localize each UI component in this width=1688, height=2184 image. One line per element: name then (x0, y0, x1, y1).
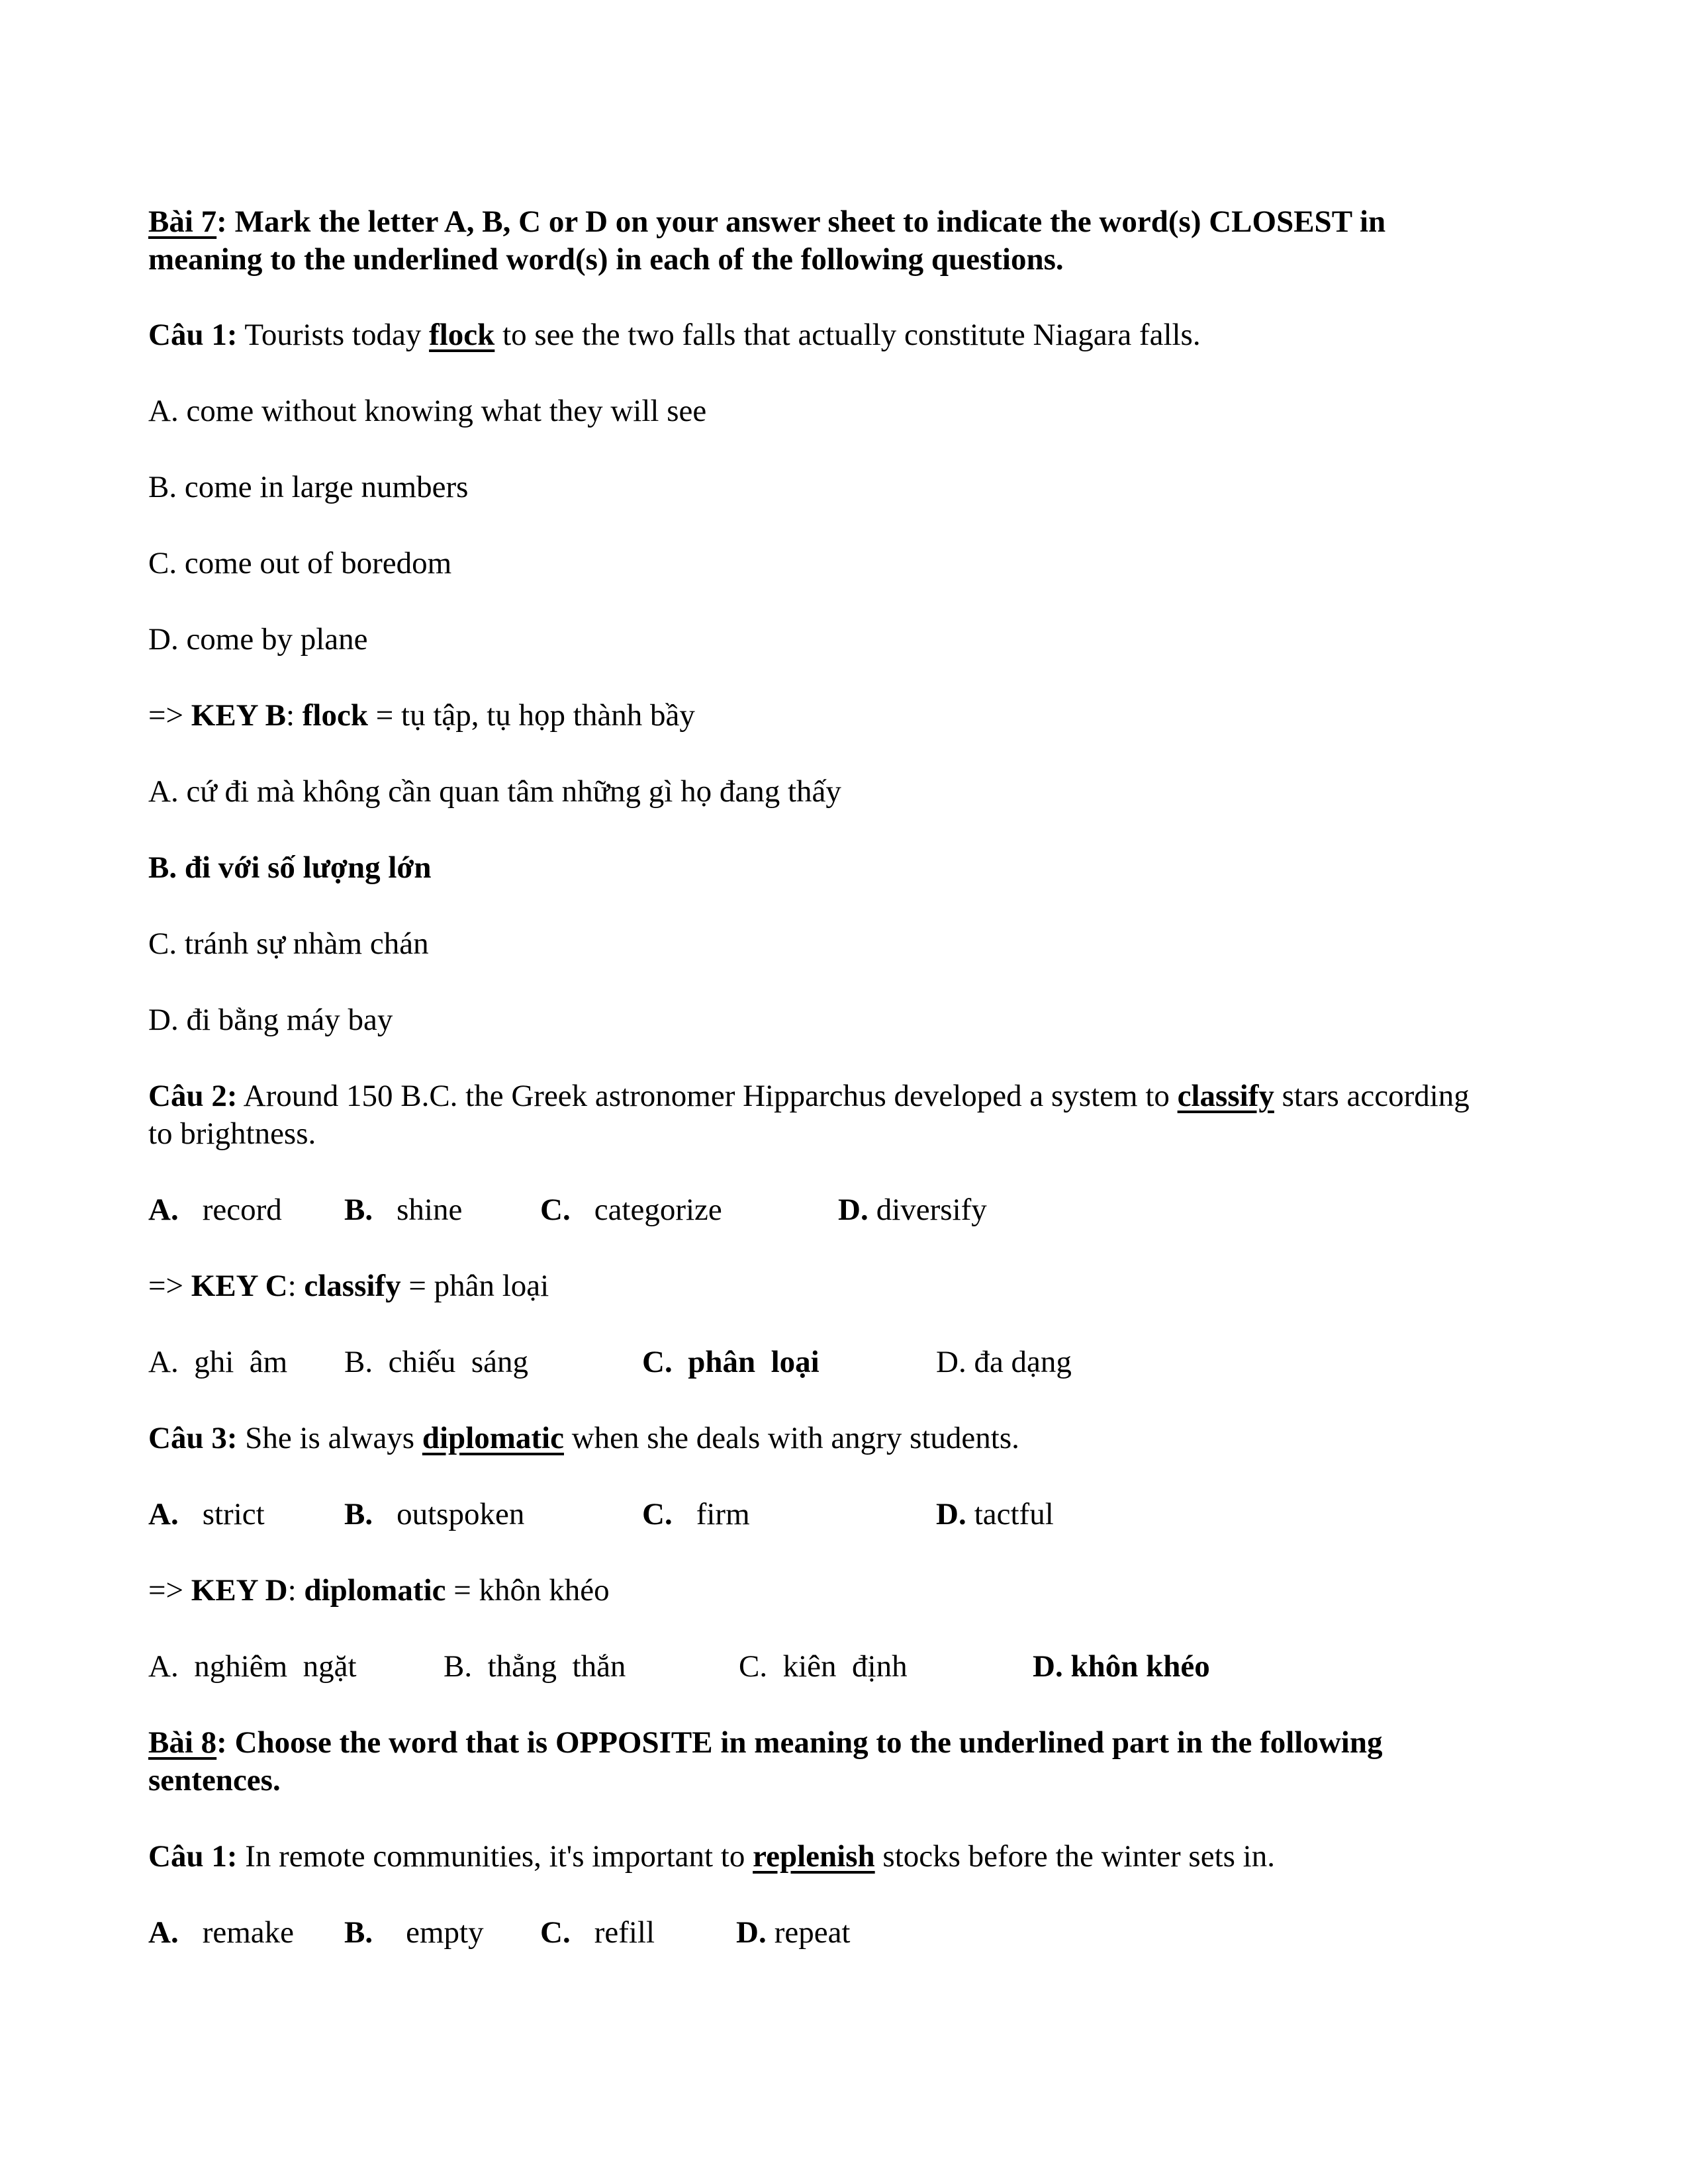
q1-option-b: B. come in large numbers (148, 470, 469, 504)
q2-option-d: D. diversify (838, 1193, 987, 1227)
b8-q1-option-b: B. empty (344, 1915, 484, 1950)
b8-q1-target-word: replenish (753, 1839, 875, 1874)
b8-q1-stem: Câu 1: In remote communities, it's important to replenish stocks before the winter sets in. (148, 1839, 1275, 1874)
q3-translation-c: C. kiên định (739, 1649, 908, 1684)
q2-option-c: C. categorize (540, 1193, 722, 1227)
q3-key: => KEY D: diplomatic = khôn khéo (148, 1573, 610, 1608)
b8-q1-option-a: A. remake (148, 1915, 294, 1950)
q2-translation-a: A. ghi âm (148, 1345, 288, 1379)
q3-stem: Câu 3: She is always diplomatic when she deals with angry students. (148, 1421, 1019, 1455)
q2-translation-d: D. đa dạng (936, 1345, 1072, 1379)
q1-translation-a: A. cứ đi mà không cần quan tâm những gì họ đang thấy (148, 774, 841, 809)
q1-option-c: C. come out of boredom (148, 546, 452, 580)
q1-key: => KEY B: flock = tụ tập, tụ họp thành bầy (148, 698, 695, 733)
q1-translation-c: C. tránh sự nhàm chán (148, 927, 429, 961)
q3-translation-a: A. nghiêm ngặt (148, 1649, 357, 1684)
bai7-heading-line1: Bài 7: Mark the letter A, B, C or D on your answer sheet to indicate the word(s) CLOSEST in (148, 205, 1386, 239)
q2-stem: Câu 2: Around 150 B.C. the Greek astronomer Hipparchus developed a system to classify stars according (148, 1079, 1470, 1113)
q2-translation-c: C. phân loại (642, 1345, 820, 1379)
bai7-instruction: Mark the letter A, B, C or D on your answer sheet to indicate the word(s) CLOSEST in (226, 205, 1386, 239)
q3-translation-b: B. thẳng thắn (444, 1649, 626, 1684)
b8-q1-option-d: D. repeat (736, 1915, 851, 1950)
q2-option-a: A. record (148, 1193, 282, 1227)
q3-option-c: C. firm (642, 1497, 750, 1531)
q3-option-b: B. outspoken (344, 1497, 525, 1531)
bai7-label: Bài 7 (148, 205, 217, 239)
q1-translation-b: B. đi với số lượng lớn (148, 850, 432, 885)
bai7-heading-line2: meaning to the underlined word(s) in each of the following questions. (148, 242, 1064, 277)
q2-option-b: B. shine (344, 1193, 463, 1227)
q1-stem: Câu 1: Tourists today flock to see the two falls that actually constitute Niagara falls. (148, 318, 1201, 352)
q1-translation-d: D. đi bằng máy bay (148, 1003, 393, 1037)
q2-key: => KEY C: classify = phân loại (148, 1269, 549, 1303)
q1-target-word: flock (429, 318, 495, 352)
bai8-heading-line1: Bài 8: Choose the word that is OPPOSITE in meaning to the underlined part in the following (148, 1725, 1383, 1760)
q3-translation-d: D. khôn khéo (1033, 1649, 1210, 1684)
q1-option-d: D. come by plane (148, 622, 368, 657)
bai8-label: Bài 8 (148, 1725, 217, 1760)
q3-option-d: D. tactful (936, 1497, 1054, 1531)
q2-stem-line2: to brightness. (148, 1116, 316, 1151)
q1-option-a: A. come without knowing what they will see (148, 394, 707, 428)
bai8-heading-line2: sentences. (148, 1763, 281, 1797)
q2-translation-b: B. chiếu sáng (344, 1345, 529, 1379)
q3-target-word: diplomatic (422, 1421, 564, 1455)
q2-target-word: classify (1177, 1079, 1274, 1113)
q3-option-a: A. strict (148, 1497, 265, 1531)
b8-q1-option-c: C. refill (540, 1915, 655, 1950)
bai8-instruction: Choose the word that is OPPOSITE in meaning to the underlined part in the following (226, 1725, 1383, 1760)
